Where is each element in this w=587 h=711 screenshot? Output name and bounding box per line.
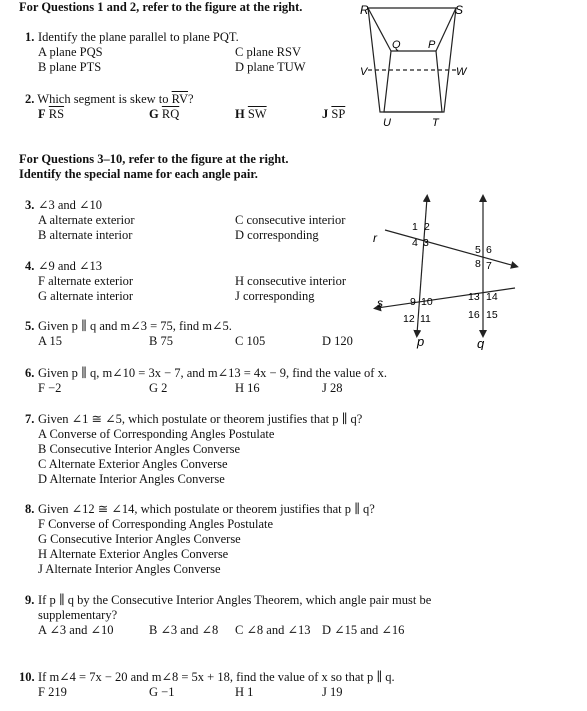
angle-6: 6 (486, 244, 492, 256)
angle-9: 9 (410, 296, 416, 308)
q1-number: 1. (25, 30, 35, 44)
q4-choice-g: G alternate interior (38, 289, 134, 303)
q5-choice-d: D 120 (322, 334, 353, 348)
q1-choice-a: A plane PQS (38, 45, 103, 59)
q9-choice-d: D ∠15 and ∠16 (322, 623, 405, 637)
q6-choice-f: F −2 (38, 381, 62, 395)
angle-15: 15 (486, 309, 498, 321)
q5-number: 5. (25, 319, 35, 333)
q10-choice-g: G −1 (149, 685, 175, 699)
q7-text: Given ∠1 ≅ ∠5, which postulate or theorem justifies that p ∥ q? (38, 412, 363, 426)
prism-label-p: P (428, 39, 436, 51)
prism-label-r: R (360, 3, 369, 17)
q4-number: 4. (25, 259, 35, 273)
q3-number: 3. (25, 198, 35, 212)
q1-choice-b: B plane PTS (38, 60, 102, 74)
q7-choice-d: D Alternate Interior Angles Converse (38, 472, 225, 486)
q6-choice-h: H 16 (235, 381, 260, 395)
angle-16: 16 (468, 309, 480, 321)
angle-5: 5 (475, 244, 481, 256)
q4-text: ∠9 and ∠13 (38, 259, 102, 273)
q10-number: 10. (19, 670, 35, 684)
angle-12: 12 (403, 313, 415, 325)
angle-14: 14 (486, 291, 498, 303)
q2-suffix: ? (188, 92, 194, 106)
angle-10: 10 (421, 296, 433, 308)
q9-text-line1: If p ∥ q by the Consecutive Interior Angles Theorem, which angle pair must be (38, 593, 432, 607)
prism-figure (358, 0, 478, 132)
q5-choice-b: B 75 (149, 334, 173, 348)
q3-choice-a: A alternate exterior (38, 213, 135, 227)
q5-choice-c: C 105 (235, 334, 266, 348)
prism-label-v: V (360, 66, 368, 78)
q2-question (25, 92, 194, 107)
prism-label-q: Q (392, 39, 401, 51)
q8-choice-g: G Consecutive Interior Angles Converse (38, 532, 241, 546)
prism-label-t: T (432, 117, 439, 129)
prism-edge-rq (368, 8, 391, 51)
q10-choice-j: J 19 (322, 685, 343, 699)
prism-label-u: U (383, 117, 391, 129)
q3-choice-c: C consecutive interior (235, 213, 346, 227)
intro-questions-1-2: For Questions 1 and 2, refer to the figure at the right. (19, 0, 303, 14)
q7-choice-b: B Consecutive Interior Angles Converse (38, 442, 241, 456)
q6-choice-g: G 2 (149, 381, 168, 395)
q3-choice-b: B alternate interior (38, 228, 133, 242)
q10-choice-f: F 219 (38, 685, 67, 699)
q5-choice-a: A 15 (38, 334, 62, 348)
q6-text: Given p ∥ q, m∠10 = 3x − 7, and m∠13 = 4x − 9, find the value of x. (38, 366, 387, 380)
q9-number: 9. (25, 593, 35, 607)
q9-choice-c: C ∠8 and ∠13 (235, 623, 311, 637)
q10-text: If m∠4 = 7x − 20 and m∠8 = 5x + 18, find the value of x so that p ∥ q. (38, 670, 395, 684)
q7-choice-c: C Alternate Exterior Angles Converse (38, 457, 228, 471)
label-r: r (373, 231, 377, 245)
angle-1: 1 (412, 221, 418, 233)
q4-choice-j: J corresponding (235, 289, 315, 303)
q8-choice-f: F Converse of Corresponding Angles Postulate (38, 517, 274, 531)
q4-choice-f: F alternate exterior (38, 274, 134, 288)
q2-choice-f: F $\overline{RS}$ (38, 107, 65, 121)
q2-prefix: Which segment is skew to (37, 92, 169, 106)
q8-choice-j: J Alternate Interior Angles Converse (38, 562, 221, 576)
q1-text: Identify the plane parallel to plane PQT. (38, 30, 239, 44)
label-s: s (377, 296, 383, 310)
intro-questions-3-10: For Questions 3–10, refer to the figure at the right. (19, 152, 289, 166)
q2-choice-g: G $\overline{RQ}$ (149, 107, 180, 121)
q1-choice-d: D plane TUW (235, 60, 306, 74)
transversal-figure (365, 190, 530, 350)
q8-number: 8. (25, 502, 35, 516)
prism-inner-face (384, 51, 442, 112)
q10-choice-h: H 1 (235, 685, 254, 699)
q9-choice-b: B ∠3 and ∠8 (149, 623, 219, 637)
prism-label-s: S (455, 3, 464, 17)
angle-7: 7 (486, 260, 492, 272)
angle-13: 13 (468, 291, 480, 303)
q3-text: ∠3 and ∠10 (38, 198, 102, 212)
q9-text-line2: supplementary? (38, 608, 118, 622)
q3-choice-d: D corresponding (235, 228, 319, 242)
angle-3: 3 (423, 237, 429, 249)
angle-11: 11 (420, 313, 431, 325)
angle-4: 4 (412, 237, 418, 249)
q2-choice-h: H $\overline{SW}$ (235, 107, 267, 121)
q8-text: Given ∠12 ≅ ∠14, which postulate or theorem justifies that p ∥ q? (38, 502, 375, 516)
angle-8: 8 (475, 258, 481, 270)
label-p: p (417, 334, 425, 349)
q7-number: 7. (25, 412, 35, 426)
q2-segment: $\overline{RV}$ (171, 92, 189, 106)
q2-choice-j: J $\overline{SP}$ (322, 107, 346, 121)
q6-choice-j: J 28 (322, 381, 343, 395)
q8-choice-h: H Alternate Exterior Angles Converse (38, 547, 229, 561)
angle-2: 2 (424, 221, 430, 233)
q2-number: 2. (25, 92, 35, 106)
q4-choice-h: H consecutive interior (235, 274, 347, 288)
line-r (385, 230, 515, 266)
q6-number: 6. (25, 366, 35, 380)
q5-text: Given p ∥ q and m∠3 = 75, find m∠5. (38, 319, 232, 333)
q1-choice-c: C plane RSV (235, 45, 301, 59)
label-q: q (477, 336, 485, 350)
q9-choice-a: A ∠3 and ∠10 (38, 623, 114, 637)
prism-outer-face (368, 8, 456, 112)
q7-choice-a: A Converse of Corresponding Angles Postulate (38, 427, 275, 441)
intro-questions-3-10-sub: Identify the special name for each angle pair. (19, 167, 258, 181)
prism-label-w: W (456, 66, 467, 78)
